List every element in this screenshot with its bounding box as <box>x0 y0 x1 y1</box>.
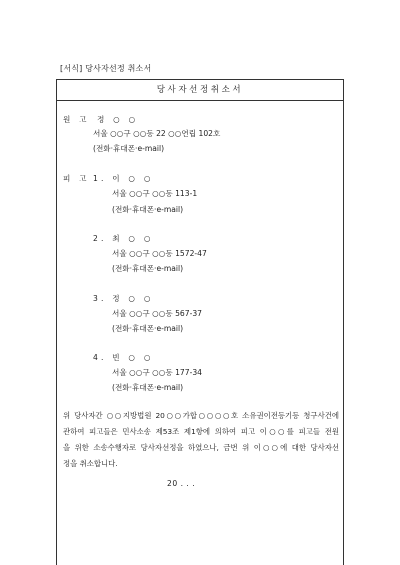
defendant-3-contact: (전화·휴대폰·e-mail) <box>112 324 184 333</box>
body-line-2: 관하여 피고들은 민사소송 제53조 제1항에 의하여 피고 이○○를 피고들 전원 <box>63 427 339 436</box>
plaintiff-contact: (전화·휴대폰·e-mail) <box>93 144 165 153</box>
form-label: [서식] 당사자선정 취소서 <box>60 64 152 73</box>
defendant-2-name: 2. 최 ○ ○ <box>93 234 154 243</box>
document-frame <box>56 79 344 565</box>
defendant-1-name: 1. 이 ○ ○ <box>93 174 154 183</box>
defendant-1-address: 서울 ○○구 ○○동 113-1 <box>112 189 198 198</box>
body-line-3: 을 위한 소송수행자로 당사자선정을 하였으나, 금번 위 이○○에 대한 당사자선 <box>63 443 339 452</box>
defendant-4-address: 서울 ○○구 ○○동 177-34 <box>112 368 202 377</box>
defendant-4-contact: (전화·휴대폰·e-mail) <box>112 383 184 392</box>
plaintiff-role: 원 고 <box>63 115 90 124</box>
date-line: 20 . . . <box>167 479 196 488</box>
plaintiff-address: 서울 ○○구 ○○동 22 ○○연립 102호 <box>93 129 221 138</box>
defendant-3-address: 서울 ○○구 ○○동 567-37 <box>112 309 202 318</box>
defendant-1-contact: (전화·휴대폰·e-mail) <box>112 205 184 214</box>
defendant-3-name: 3. 정 ○ ○ <box>93 294 154 303</box>
defendant-2-contact: (전화·휴대폰·e-mail) <box>112 264 184 273</box>
defendant-4-name: 4. 빈 ○ ○ <box>93 353 154 362</box>
defendant-2-address: 서울 ○○구 ○○동 1572-47 <box>112 249 207 258</box>
body-line-1: 위 당사자간 ○○지방법원 20○○가합○○○○호 소유권이전등기등 청구사건에 <box>63 411 339 420</box>
plaintiff-name: 정 ○ ○ <box>97 115 139 124</box>
document-title: 당사자선정취소서 <box>57 80 343 101</box>
defendant-role: 피 고 <box>63 174 90 183</box>
body-line-4: 정을 취소합니다. <box>63 459 118 468</box>
